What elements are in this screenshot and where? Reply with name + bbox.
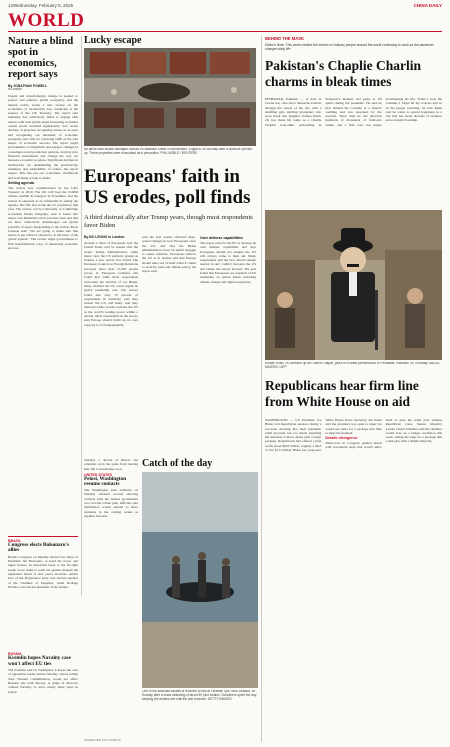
whale-photo	[142, 472, 258, 688]
whale-caption: One of the stranded whales is returned to sea at Farewell Spit, New Zealand, on Sunday after a mass stranding of about 50 pilot whales. Volunteers spent the day keeping the whales wet until the tide returned. GETTY IMAGES	[142, 690, 257, 701]
chaplin-caption: Usman Khan, 26, dressed up as Charlie Chaplin, jokes in a street performance in Peshawar, Pakistan, on Thursday. ABDUL MAJEED / AFP	[265, 362, 440, 369]
us-brief-headline: Pelosi, Washington resume contacts	[84, 475, 126, 488]
section-rule	[8, 31, 442, 32]
sinkhole-photo	[84, 48, 256, 146]
main-headline: Europeans' faith in US erodes, poll finds	[84, 166, 251, 208]
whale-photo-art	[142, 472, 258, 688]
page-number: 12	[8, 3, 14, 8]
left-byline: By JONATHAN POWELL	[8, 84, 48, 88]
brief-brazil-tag: BRAZIL	[8, 538, 22, 543]
behind-mask-label: BEHIND THE MASK	[265, 36, 305, 41]
main-col-1	[84, 235, 138, 453]
catch-kicker: Catch of the day	[142, 458, 213, 469]
left-headline: Nature a blind spot in economics, report says	[8, 36, 74, 80]
brief-brazil	[8, 536, 78, 648]
rule-1	[81, 36, 82, 596]
masthead	[8, 3, 442, 8]
left-subhead: Setting agenda	[8, 180, 34, 185]
us-brief	[84, 458, 138, 538]
republicans-headline: Republicans hear firm line from White House on aid	[265, 378, 419, 409]
main-col-3	[200, 235, 256, 453]
left-body-2: The review was commissioned by the UK's Treasury in 2019. The UK will host the COP26 climate summit in Glasgow in November, and the review is expected to be influential in setting the agenda. The UK also holds the G7 presidency this year. The review, led by University of Cambridge economist Partha Dasgupta, said it found that nature was humanity's most precious asset and that we have collectively mismanaged our global portfolio of assets. Responding to the review, Boris Johnson said: "We are going to make sure that nature is put where it should be, at the heart of the global agenda." The review urges governments to find transformative ways of measuring economic success.	[8, 185, 78, 250]
sinkhole-caption: An aerial view shows damaged houses on Waltham Street in Manchester, England, on Monday after a sinkhole opened up. Three properties were evacuated as a precaution. PHIL NOBLE / REUTERS	[84, 148, 253, 155]
republicans-body-2: Democrats in Congress pushed ahead with procedural steps that would allow them to pass the relief plan without Republican votes. Senate Majority Leader Chuck Schumer said the chamber would vote on a budget resolution this week, setting the stage for a package that could pass with a simple majority.	[325, 418, 442, 450]
editor-note: Editor's Note: This series relates the stories of ordinary people around the world continuing to work as the pandemic changes daily life.	[265, 43, 434, 51]
pakistan-body: PESHAWAR, Pakistan — A man in bowler hat, cane and a mustache scurries through the streets of the city with a shuffling gait, startling bystanders who soon break into laughter. Usman Khan, 26, has made his name as a Charlie Chaplin look-alike, performing in Peshawar's markets and parks to lift spirits during the pandemic. He said he first donned the costume at a friend's wedding and was surprised by the reaction. Since then he has attracted hundreds of thousands of followers online, and a film crew has begun documenting his life. 'When I wear the costume, I forget all my worries and so do the people watching,' he said. Khan said he wants to spread happiness in a city that has faced decades of violence and economic hardship.	[265, 97, 442, 127]
rule-2	[261, 36, 262, 742]
section-title: WORLD	[8, 10, 85, 31]
main-byline: By BO LEUNG in London	[84, 235, 125, 239]
republicans-subhead: Drastic divergence	[325, 436, 358, 441]
main-body-3: The report calls for the EU to develop its own defense capabilities and says Europeans should not assume the US will always come to their aid. Many respondents said the bloc should remain neutral in any conflict between the US and China, the survey showed. The poll found that Europeans are sceptical of US leadership on global issues including climate change and digital regulation.	[200, 241, 256, 284]
brief-brazil-headline: Congress elects Bolsonaro's allies	[8, 541, 69, 554]
brief-rule	[8, 536, 78, 537]
chaplin-photo	[265, 210, 442, 360]
pakistan-headline: Pakistan's Chaplie Charlin charms in bleak times	[265, 58, 422, 89]
left-dateline: in London	[8, 87, 23, 91]
issue-date: Wednesday, February 5, 2025	[13, 3, 74, 8]
lucky-escape-kicker: Lucky escape	[84, 35, 142, 46]
us-brief-body: The Washington state authority on Tuesday released records showing contacts with the federal government on a vaccine rollout plan. Officials said distribution would expand to more residents in the coming weeks as supplies increase.	[84, 488, 138, 518]
main-subhead: Own defense capabilities	[200, 236, 243, 240]
brief-russia-headline: Kremlin hopes Navalny case won't affect EU ties	[8, 655, 71, 667]
us-brief-lead: Tuesday a decade of Brexit, but scientists warn the gains from leaving may fail to materialise soon.	[84, 458, 138, 471]
brief-russia-tag: RUSSIA	[8, 652, 22, 656]
us-brief-tag: UNITED STATES	[84, 472, 113, 477]
main-body: Around a third of Europeans feel the United States can't be trusted after the erratic Trump administration, while many view the US political system as broken, a new survey has found. The European Council on Foreign Relations surveyed more than 15,000 people across 11 European countries and found that while most respondents welcomed the election of Joe Biden, many doubted the US could regain its global leadership role. The survey found that only 10 percent of respondents in Germany said they trusted the US, and many said they believed China would overtake the US as the world's leading power within a decade. Most respondents in the survey said Europe should build up its own capacity to act independently.	[84, 241, 138, 327]
main-body-2: said the poll results reflected deep-seated changes in how Europeans view the US, and that the Biden administration faces an uphill struggle to repair relations. Europeans believe the US is in decline and that Europe should take care of itself when it comes to security, trade and climate policy, the report said.	[142, 235, 196, 274]
brief-russia	[8, 652, 78, 742]
left-body: Urgent and transformative change is needed to protect and enhance global prosperity, and the natural world, warns a new review on the economics of biodiversity loss conducted at the request of the UK Treasury. The report said humanity has collectively failed to engage with nature, with total global assets increasing as natural capital stocks declined significantly over recent decades. It proposes recognising nature as an asset and recognising our measures of economic prosperity and calls for replacing GDP as the sole metric of economic success. The report urged governments to implement and support changes in consumption and production patterns, develop new financial instruments and change the way we measure economic progress. Significant declines in biodiversity are undermining the productivity, resilience and adaptability of nature, the report argues. This has put our economies, livelihoods and well-being at risk, it added.	[8, 93, 78, 180]
sinkhole-photo-art	[84, 48, 256, 146]
chaplin-photo-art	[265, 210, 442, 360]
main-deck: A third distrust ally after Trump years, though most respondents favor Biden	[84, 214, 253, 229]
brief-brazil-body: Brazil's Congress on Monday elected two allies of President Jair Bolsonaro to head the lower and upper houses, an important boost to the far-right leader as he seeks to push his agenda through the legislature ahead of next year's elections. Arthur Lira of the Progressive party was elected speaker of the Chamber of Deputies, while Rodrigo Pacheco was elected president of the Senate.	[8, 554, 78, 589]
agencies-credit: AGENCIES VIA XINHUA	[84, 738, 121, 742]
republicans-body: WASHINGTON — US President Joe Biden told Republican senators during a two-hour meeting that their pandemic relief proposal was too small, signaling his intention to move ahead with a larger package. Republicans had offered a plan worth about $618 billion, roughly a third of the $1.9 trillion Biden has proposed. White House Press Secretary Jen Psaki said the president was open to input but would not settle for a package that fails to meet the moment.	[265, 418, 382, 453]
brief-russia-body: The Kremlin said on Wednesday it hopes the case of opposition leader Alexei Navalny, whose jailing drew Western condemnation, would not affect Russian ties with Europe. A judge in Moscow ordered Navalny to serve nearly three years in prison.	[8, 668, 78, 694]
republicans-columns	[265, 418, 442, 740]
paper-name: CHINA DAILY	[413, 3, 442, 8]
main-col-2	[142, 235, 196, 453]
